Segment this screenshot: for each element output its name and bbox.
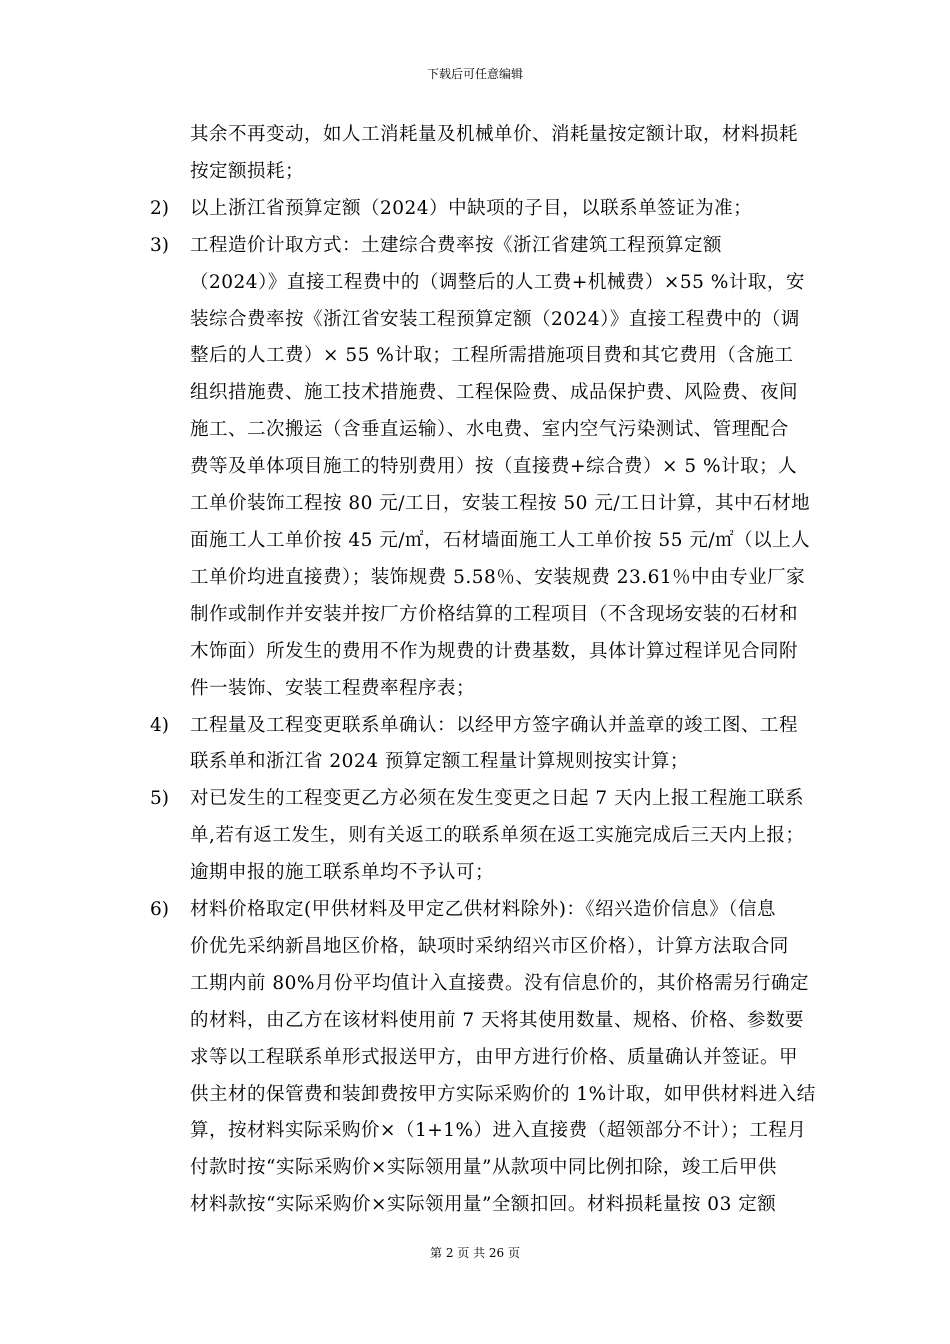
text-line: 面施工人工单价按 45 元/㎡，石材墙面施工人工单价按 55 元/㎡（以上人 — [190, 529, 811, 551]
document-body — [150, 117, 862, 1224]
text-line: 整后的人工费）× 55 %计取；工程所需措施项目费和其它费用（含施工 — [190, 345, 794, 367]
text-line: 装综合费率按《浙江省安装工程预算定额（2024）》直接工程费中的（调 — [190, 308, 800, 330]
text-line: 对已发生的工程变更乙方必须在发生变更之日起 7 天内上报工程施工联系 — [190, 788, 805, 810]
page-footer: 第 2 页 共 26 页 — [430, 1246, 520, 1260]
text-line: 材料价格取定(甲供材料及甲定乙供材料除外)：《绍兴造价信息》（信息 — [190, 899, 776, 921]
list-item — [150, 708, 862, 782]
text-line: 工程造价计取方式：土建综合费率按《浙江省建筑工程预算定额 — [190, 234, 723, 256]
text-line: 工单价均进直接费）；装饰规费 5.58％、安装规费 23.61％中由专业厂家 — [190, 566, 806, 588]
text-line: 联系单和浙江省 2024 预算定额工程量计算规则按实计算； — [190, 751, 689, 773]
text-line: 工程量及工程变更联系单确认：以经甲方签字确认并盖章的竣工图、工程 — [190, 714, 799, 736]
list-item-number: 3) — [150, 234, 169, 256]
list-item-number: 4) — [150, 714, 169, 736]
list-item — [150, 191, 862, 228]
text-line: 工期内前 80%月份平均值计入直接费。没有信息价的，其价格需另行确定 — [190, 972, 810, 994]
text-line: 组织措施费、施工技术措施费、工程保险费、成品保护费、风险费、夜间 — [190, 382, 799, 404]
text-line: 算，按材料实际采购价×（1+1%）进入直接费（超领部分不计）；工程月 — [190, 1120, 807, 1142]
list-item-text — [150, 781, 862, 892]
text-line: 费等及单体项目施工的特别费用）按（直接费+综合费）× 5 %计取；人 — [190, 456, 798, 478]
list-item-text — [150, 892, 862, 1224]
text-line: 木饰面）所发生的费用不作为规费的计费基数，具体计算过程详见合同附 — [190, 640, 799, 662]
page-header: 下载后可任意编辑 — [426, 67, 523, 81]
list-item-text — [150, 228, 862, 708]
list-item-text — [150, 708, 862, 782]
list-item — [150, 228, 862, 708]
text-line: 工单价装饰工程按 80 元/工日，安装工程按 50 元/工日计算，其中石材地 — [190, 493, 811, 515]
list-item-number: 6) — [150, 899, 169, 921]
list-item — [150, 892, 862, 1224]
text-line: 单,若有返工发生，则有关返工的联系单须在返工实施完成后三天内上报； — [190, 825, 805, 847]
text-line: 供主材的保管费和装卸费按甲方实际采购价的 1%计取，如甲供材料进入结 — [190, 1083, 816, 1105]
list-item — [150, 781, 862, 892]
text-line: 制作或制作并安装并按厂方价格结算的工程项目（不含现场安装的石材和 — [190, 603, 799, 625]
text-line: 求等以工程联系单形式报送甲方，由甲方进行价格、质量确认并签证。甲 — [190, 1046, 799, 1068]
text-line: 付款时按“实际采购价×实际领用量”从款项中同比例扣除，竣工后甲供 — [190, 1157, 777, 1179]
list-item-number: 5) — [150, 788, 169, 810]
text-line: 以上浙江省预算定额（2024）中缺项的子目，以联系单签证为准； — [190, 197, 753, 219]
list-item-text — [150, 191, 862, 228]
list-item — [150, 117, 862, 191]
text-line: 逾期申报的施工联系单均不予认可； — [190, 862, 495, 884]
text-line: 材料款按“实际采购价×实际领用量”全额扣回。材料损耗量按 03 定额 — [190, 1194, 777, 1216]
text-line: 的材料，由乙方在该材料使用前 7 天将其使用数量、规格、价格、参数要 — [190, 1009, 805, 1031]
text-line: 施工、二次搬运（含垂直运输）、水电费、室内空气污染测试、管理配合 — [190, 419, 789, 441]
text-line: 其余不再变动，如人工消耗量及机械单价、消耗量按定额计取，材料损耗 — [190, 124, 799, 145]
text-line: 件一装饰、安装工程费率程序表； — [190, 677, 476, 699]
list-item-number: 2) — [150, 197, 169, 219]
list-item-text — [150, 117, 862, 191]
text-line: 价优先采纳新昌地区价格，缺项时采纳绍兴市区价格），计算方法取合同 — [190, 935, 789, 957]
text-line: （2024）》直接工程费中的（调整后的人工费+机械费）×55 %计取，安 — [190, 271, 805, 293]
text-line: 按定额损耗； — [190, 160, 305, 182]
